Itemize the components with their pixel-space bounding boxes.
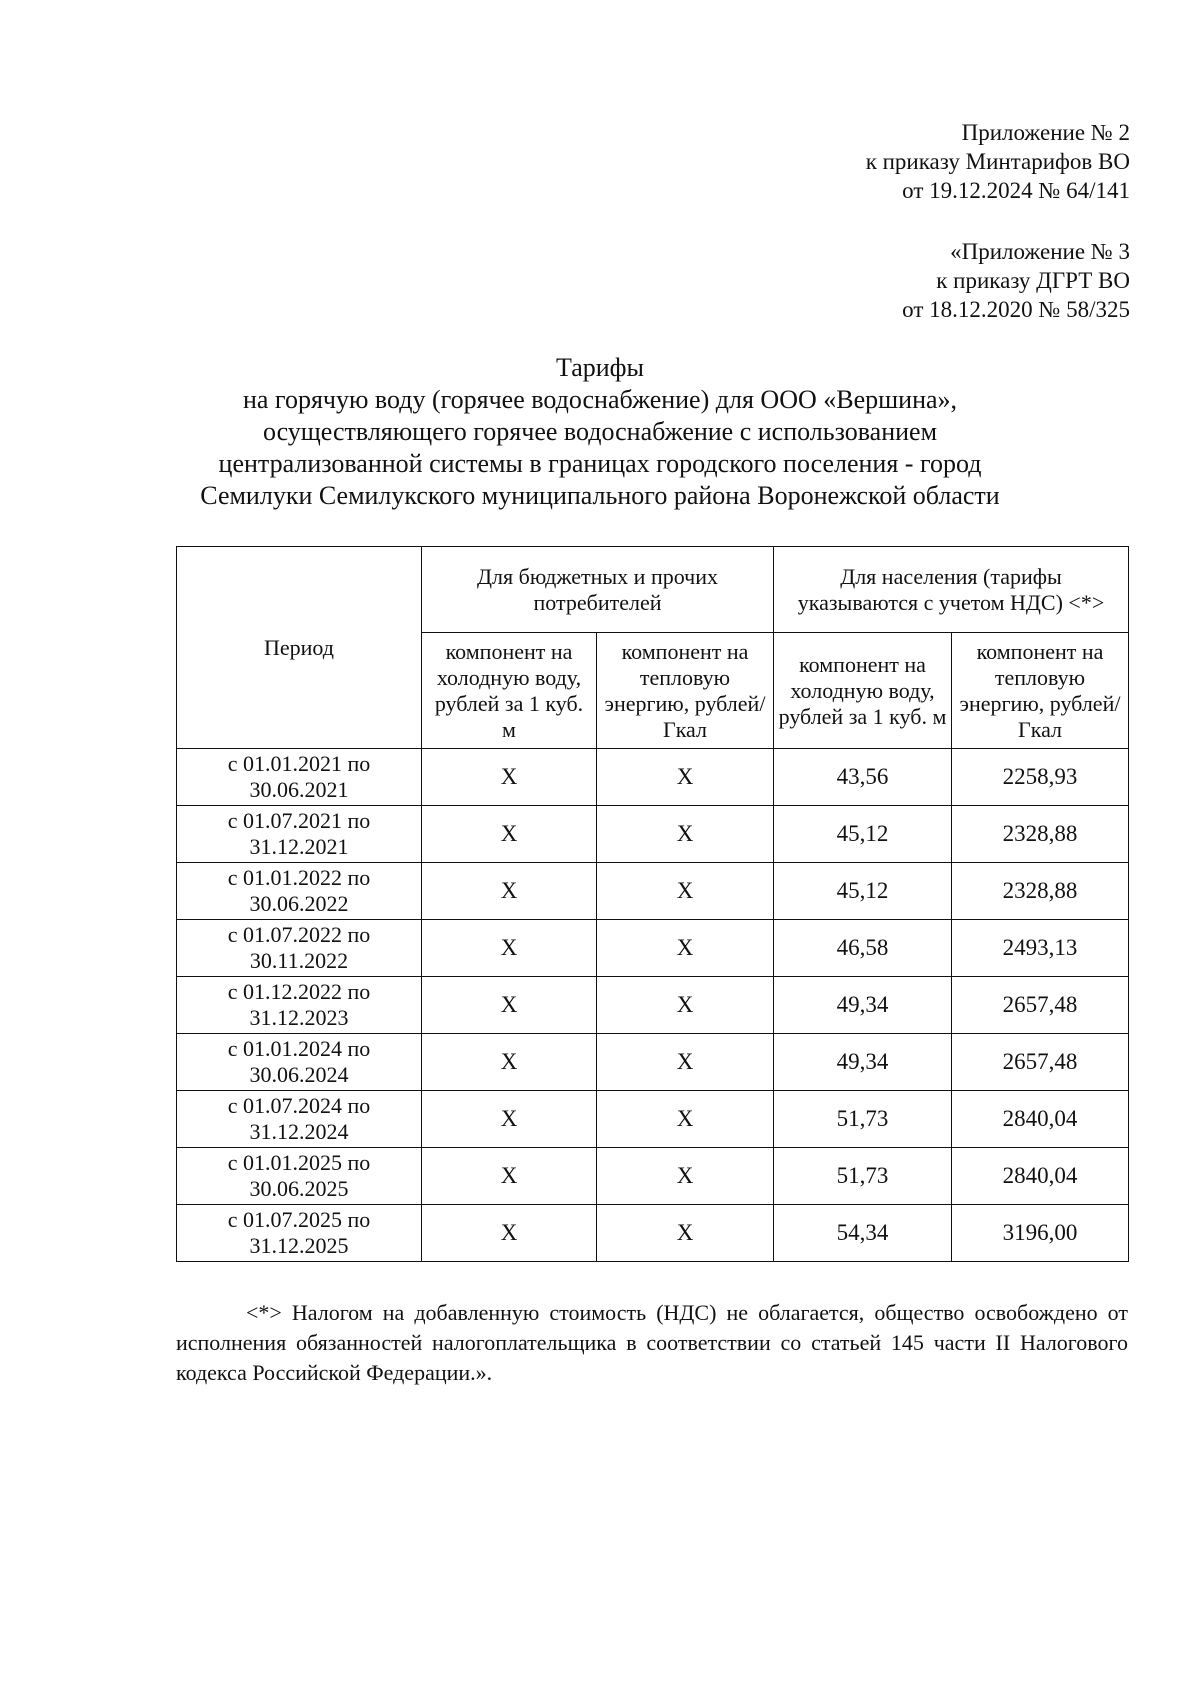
population-heat-cell: 2328,88 bbox=[952, 806, 1129, 863]
appendix-line: Приложение № 2 bbox=[961, 120, 1130, 145]
budget-cold-cell: Х bbox=[422, 1148, 597, 1205]
budget-heat-cell: Х bbox=[597, 1034, 774, 1091]
title-line: централизованной системы в границах городского поселения - город bbox=[218, 449, 982, 478]
period-to: 31.12.2024 bbox=[249, 1119, 349, 1144]
budget-heat-cell: Х bbox=[597, 806, 774, 863]
population-heat-cell: 2328,88 bbox=[952, 863, 1129, 920]
period-to: 31.12.2021 bbox=[249, 834, 349, 859]
budget-heat-cell: Х bbox=[597, 977, 774, 1034]
period-to: 30.11.2022 bbox=[249, 948, 349, 973]
period-from: с 01.01.2024 по bbox=[227, 1036, 371, 1061]
period-cell bbox=[177, 977, 422, 1034]
budget-cold-cell: Х bbox=[422, 1205, 597, 1262]
appendix-line: к приказу Минтарифов ВО bbox=[865, 149, 1130, 174]
population-cold-cell: 54,34 bbox=[774, 1205, 952, 1262]
population-heat-cell: 2840,04 bbox=[952, 1091, 1129, 1148]
population-cold-cell: 43,56 bbox=[774, 749, 952, 806]
population-cold-cell: 49,34 bbox=[774, 1034, 952, 1091]
period-from: с 01.07.2022 по bbox=[227, 922, 371, 947]
population-cold-cell: 45,12 bbox=[774, 806, 952, 863]
appendix-line: от 19.12.2024 № 64/141 bbox=[902, 178, 1130, 203]
table-row bbox=[177, 863, 1129, 920]
period-cell bbox=[177, 806, 422, 863]
table-row bbox=[177, 1091, 1129, 1148]
period-from: с 01.12.2022 по bbox=[227, 979, 371, 1004]
population-cold-cell: 51,73 bbox=[774, 1148, 952, 1205]
tariff-table bbox=[176, 546, 1129, 1262]
period-to: 30.06.2024 bbox=[249, 1062, 349, 1087]
period-to: 31.12.2023 bbox=[249, 1005, 349, 1030]
period-from: с 01.01.2022 по bbox=[227, 865, 371, 890]
budget-cold-cell: Х bbox=[422, 1034, 597, 1091]
period-to: 30.06.2022 bbox=[249, 891, 349, 916]
period-header: Период bbox=[177, 547, 422, 749]
table-row bbox=[177, 806, 1129, 863]
table-row bbox=[177, 749, 1129, 806]
period-from: с 01.01.2021 по bbox=[227, 751, 371, 776]
period-cell bbox=[177, 749, 422, 806]
appendix-reference bbox=[866, 118, 1130, 205]
period-cell bbox=[177, 1205, 422, 1262]
population-heat-energy-header: компонент на тепловую энергию, рублей/Гкал bbox=[952, 633, 1129, 749]
table-row bbox=[177, 1034, 1129, 1091]
budget-heat-cell: Х bbox=[597, 1205, 774, 1262]
budget-cold-cell: Х bbox=[422, 1091, 597, 1148]
budget-heat-energy-header: компонент на тепловую энергию, рублей/Гкал bbox=[597, 633, 774, 749]
period-cell bbox=[177, 1091, 422, 1148]
footnote: <*> Налогом на добавленную стоимость (НДС) не облагается, общество освобождено от исполнения обязанностей налогоплательщика в соответствии со статьей 145 части II Налогового кодекса Российской Федерации.». bbox=[176, 1300, 1128, 1385]
table-row bbox=[177, 1148, 1129, 1205]
population-heat-cell: 2840,04 bbox=[952, 1148, 1129, 1205]
title-line: на горячую воду (горячее водоснабжение) для ООО «Вершина», bbox=[242, 385, 958, 414]
budget-heat-cell: Х bbox=[597, 1148, 774, 1205]
title-heading: Тарифы bbox=[555, 353, 644, 382]
period-from: с 01.07.2021 по bbox=[227, 808, 371, 833]
population-cold-water-header: компонент на холодную воду, рублей за 1 куб. м bbox=[774, 633, 952, 749]
budget-cold-cell: Х bbox=[422, 977, 597, 1034]
population-cold-cell: 49,34 bbox=[774, 977, 952, 1034]
appendix-line: «Приложение № 3 bbox=[950, 239, 1130, 264]
table-row bbox=[177, 920, 1129, 977]
budget-consumers-header: Для бюджетных и прочих потребителей bbox=[422, 547, 774, 633]
period-to: 31.12.2025 bbox=[249, 1233, 349, 1258]
budget-cold-water-header: компонент на холодную воду, рублей за 1 куб. м bbox=[422, 633, 597, 749]
population-heat-cell: 2657,48 bbox=[952, 977, 1129, 1034]
budget-heat-cell: Х bbox=[597, 920, 774, 977]
population-header: Для населения (тарифы указываются с учетом НДС) <*> bbox=[774, 547, 1129, 633]
budget-heat-cell: Х bbox=[597, 1091, 774, 1148]
table-row bbox=[177, 1205, 1129, 1262]
period-from: с 01.07.2025 по bbox=[227, 1207, 371, 1232]
period-cell bbox=[177, 863, 422, 920]
population-cold-cell: 51,73 bbox=[774, 1091, 952, 1148]
period-to: 30.06.2021 bbox=[249, 777, 349, 802]
population-cold-cell: 46,58 bbox=[774, 920, 952, 977]
document-title bbox=[150, 352, 1050, 512]
appendix-line: от 18.12.2020 № 58/325 bbox=[902, 297, 1130, 322]
budget-cold-cell: Х bbox=[422, 749, 597, 806]
budget-heat-cell: Х bbox=[597, 749, 774, 806]
budget-cold-cell: Х bbox=[422, 920, 597, 977]
budget-cold-cell: Х bbox=[422, 806, 597, 863]
population-heat-cell: 3196,00 bbox=[952, 1205, 1129, 1262]
title-line: осуществляющего горячее водоснабжение с использованием bbox=[262, 417, 938, 446]
period-from: с 01.01.2025 по bbox=[227, 1150, 371, 1175]
original-appendix-reference bbox=[902, 237, 1130, 324]
population-heat-cell: 2657,48 bbox=[952, 1034, 1129, 1091]
table-row bbox=[177, 977, 1129, 1034]
appendix-line: к приказу ДГРТ ВО bbox=[936, 268, 1130, 293]
population-cold-cell: 45,12 bbox=[774, 863, 952, 920]
period-cell bbox=[177, 920, 422, 977]
population-heat-cell: 2493,13 bbox=[952, 920, 1129, 977]
period-cell bbox=[177, 1034, 422, 1091]
budget-cold-cell: Х bbox=[422, 863, 597, 920]
title-line: Семилуки Семилукского муниципального района Воронежской области bbox=[200, 481, 1000, 510]
period-to: 30.06.2025 bbox=[249, 1176, 349, 1201]
budget-heat-cell: Х bbox=[597, 863, 774, 920]
population-heat-cell: 2258,93 bbox=[952, 749, 1129, 806]
period-from: с 01.07.2024 по bbox=[227, 1093, 371, 1118]
period-cell bbox=[177, 1148, 422, 1205]
